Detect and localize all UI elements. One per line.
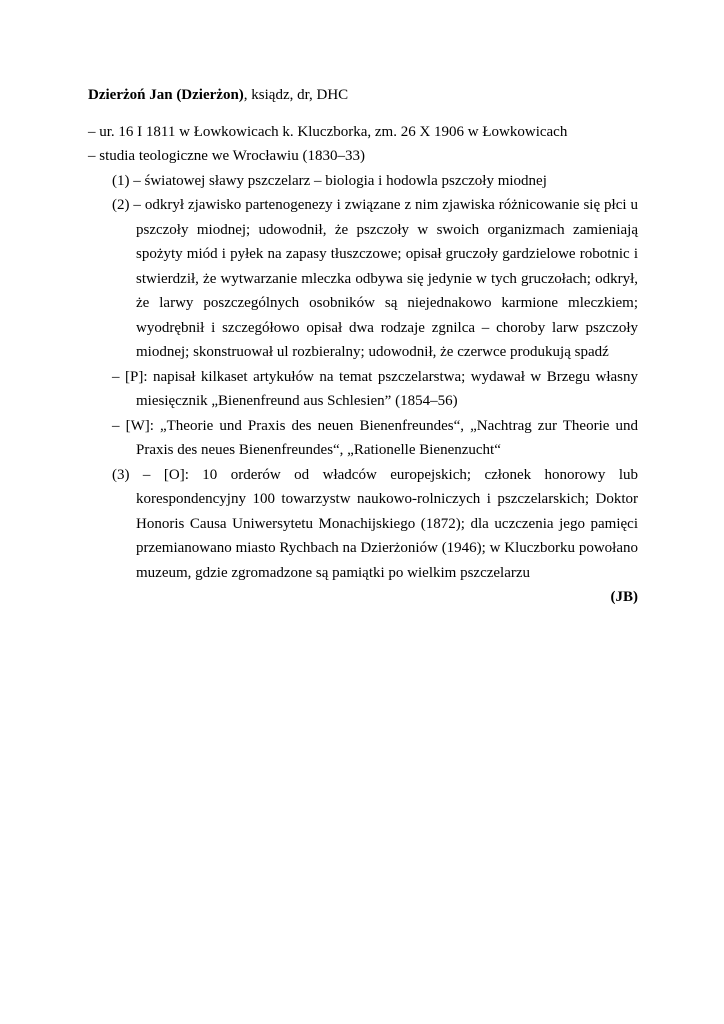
publications-line: – [P]: napisał kilkaset artykułów na temat pszczelarstwa; wydawał w Brzegu własny miesięcznik „Bienenfreund aus Schlesien” (1854–56) <box>112 368 638 409</box>
author-initials: (JB) <box>610 589 638 605</box>
born-died-line: – ur. 16 I 1811 w Łowkowicach k. Kluczborka, zm. 26 X 1906 w Łowkowicach <box>88 123 568 140</box>
item-1: (1) – światowej sławy pszczelarz – biologia i hodowla pszczoły miodnej <box>112 172 547 189</box>
entry-title-rest: , ksiądz, dr, DHC <box>243 87 349 103</box>
entry-name: Dzierżoń Jan (Dzierżon) <box>88 87 244 103</box>
item-3: (3) – [O]: 10 orderów od władców europejskich; członek honorowy lub korespondencyjny 100 towarzystw naukowo-rolniczych i pszczelarskich; Doktor Honoris Causa Uniwersytetu Monachijskiego (1872); dla uczczenia jego pamięci przemianowano miasto Rychbach na Dzierżoniów (1946); w Kluczborku powołano muzeum, gdzie zgromadzone są pamiątki po wielkim pszczelarzu <box>112 466 638 581</box>
works-line: – [W]: „Theorie und Praxis des neuen Bienenfreundes“, „Nachtrag zur Theorie und Praxis des neues Bienenfreundes“, „Rationelle Bienenzucht“ <box>112 417 638 458</box>
biographical-entry <box>88 83 638 610</box>
entry-heading <box>88 83 638 108</box>
studies-line: – studia teologiczne we Wrocławiu (1830–33) <box>88 148 365 164</box>
item-2: (2) – odkrył zjawisko partenogenezy i związane z nim zjawiska różnicowanie się płci u pszczoły miodnej; udowodnił, że pszczoły w swoich organizmach zamieniają spożyty miód i pyłek na zapasy tłuszczowe; opisał gruczoły gardzielowe robotnic i stwierdził, że wytwarzanie mleczka odbywa się jedynie w tych gruczołach; odkrył, że larwy poszczególnych osobników są niejednakowo karmione mleczkiem; wyodrębnił i szczegółowo opisał dwa rodzaje zgnilca – choroby larw pszczoły miodnej; skonstruował ul rozbieralny; udowodnił, że czerwce produkują spadź <box>112 197 638 360</box>
